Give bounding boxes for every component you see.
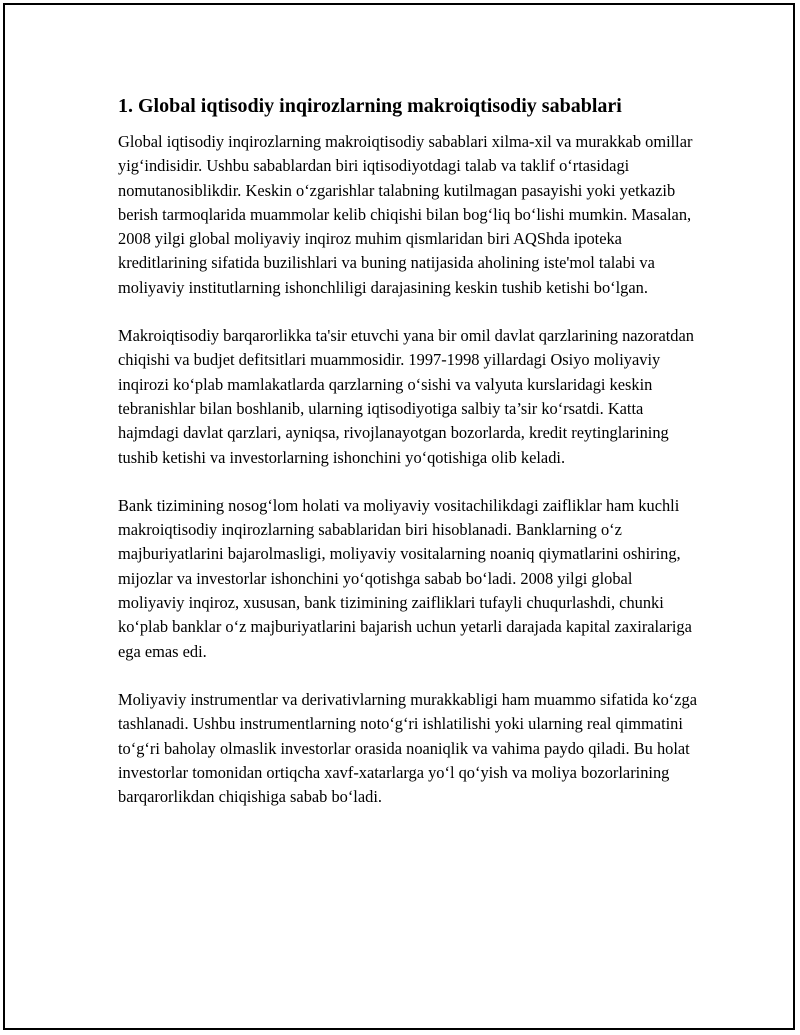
paragraph-3: Bank tizimining nosog‘lom holati va moliyaviy vositachilikdagi zaifliklar ham kuchli makroiqtisodiy inqirozlarning sabablaridan biri hisoblanadi. Banklarning o‘z majburiyatlarini bajarolmasligi, moliyaviy vositalarning noaniq qiymatlarini oshiring, mijozlar va investorlar ishonchini yo‘qotishga sabab bo‘ladi. 2008 yilgi global moliyaviy inqiroz, xususan, bank tizimining zaifliklari tufayli chuqurlashdi, chunki ko‘plab banklar o‘z majburiyatlarini bajarish uchun yetarli darajada kapital zaxiralariga ega emas edi. [118, 495, 692, 661]
paragraph-1: Global iqtisodiy inqirozlarning makroiqtisodiy sabablari xilma-xil va murakkab omillar yig‘indisidir. Ushbu sabablardan biri iqtisodiyotdagi talab va taklif o‘rtasidagi nomutanosiblikdir. Keskin o‘zgarishlar talabning kutilmagan pasayishi yoki yetkazib berish tarmoqlarida muammolar kelib chiqishi bilan bog‘liq bo‘lishi mumkin. Masalan, 2008 yilgi global moliyaviy inqiroz muhim qismlaridan biri AQShda ipoteka kreditlarining sifatida buzilishlari va buning natijasida aholining iste'mol talabi va moliyaviy institutlarning ishonchliligi darajasining keskin tushib ketishi bo‘lgan. [118, 132, 693, 297]
section-heading: 1. Global iqtisodiy inqirozlarning makroiqtisodiy sabablari [118, 95, 622, 117]
document-body [118, 92, 698, 833]
paragraph-4: Moliyaviy instrumentlar va derivativlarning murakkabligi ham muammo sifatida ko‘zga tashlanadi. Ushbu instrumentlarning noto‘g‘ri ishlatilishi yoki ularning real qimmatini to‘g‘ri baholay olmaslik investorlar orasida noaniqlik va vahima paydo qiladi. Bu holat investorlar tomonidan ortiqcha xavf-xatarlarga yo‘l qo‘yish va moliya bozorlarining barqarorlikdan chiqishiga sabab bo‘ladi. [118, 689, 697, 807]
paragraph-2: Makroiqtisodiy barqarorlikka ta'sir etuvchi yana bir omil davlat qarzlarining nazoratdan chiqishi va budjet defitsitlari muammosidir. 1997-1998 yillardagi Osiyo moliyaviy inqirozi ko‘plab mamlakatlarda qarzlarning o‘sishi va valyuta kurslaridagi keskin tebranishlar bilan boshlanib, ularning iqtisodiyotiga salbiy ta’sir ko‘rsatdi. Katta hajmdagi davlat qarzlari, ayniqsa, rivojlanayotgan bozorlarda, kredit reytinglarining tushib ketishi va investorlarning ishonchini yo‘qotishiga olib keladi. [118, 326, 694, 467]
